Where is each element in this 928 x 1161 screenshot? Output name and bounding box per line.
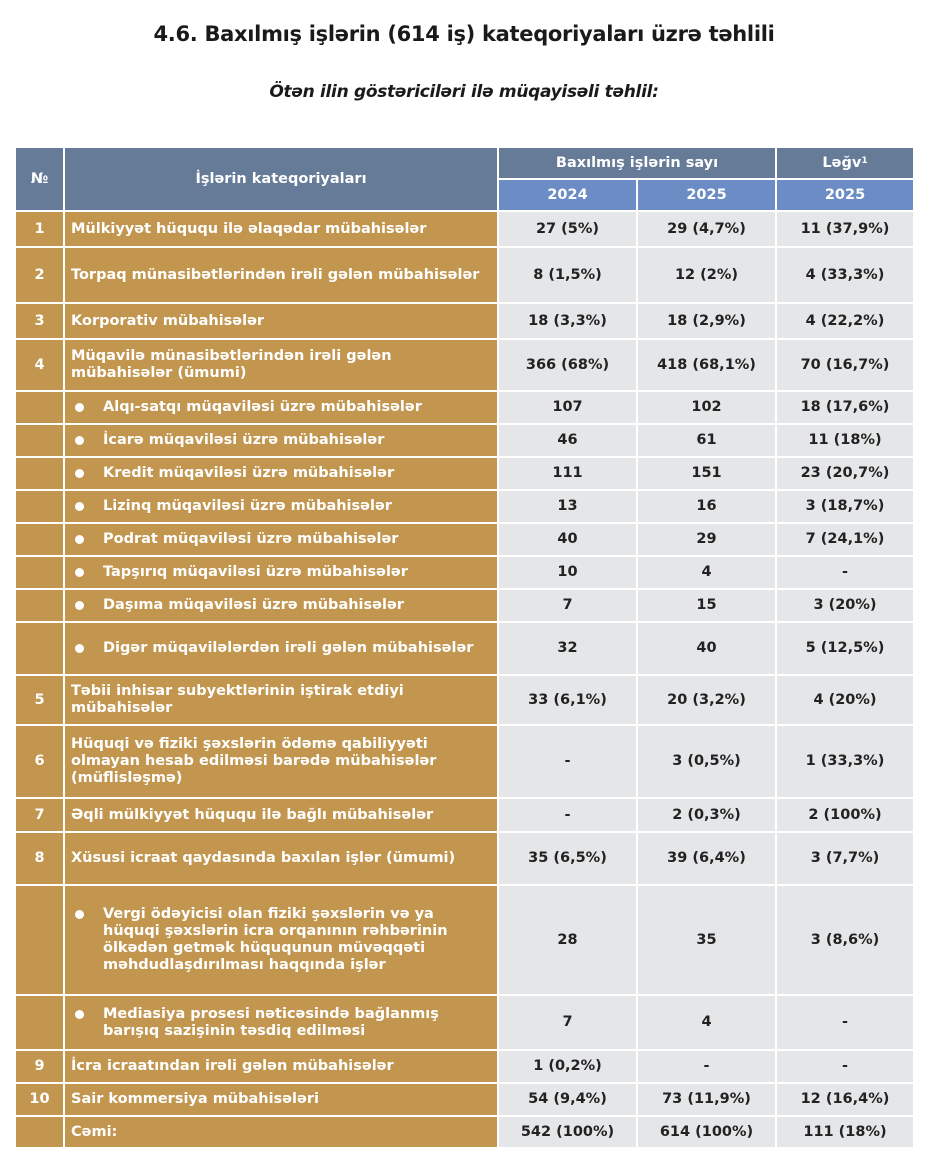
table-row xyxy=(15,424,914,457)
value-2024: 35 (6,5%) xyxy=(498,832,637,885)
value-2024: 40 xyxy=(498,523,637,556)
row-category xyxy=(64,490,498,523)
sub-category-label: İcarə müqaviləsi üzrə mübahisələr xyxy=(103,432,385,448)
row-category: İcra icraatından irəli gələn mübahisələr xyxy=(64,1050,498,1083)
row-number xyxy=(15,1116,64,1148)
value-2024: 18 (3,3%) xyxy=(498,303,637,339)
row-number: 3 xyxy=(15,303,64,339)
table-row xyxy=(15,885,914,995)
value-2024: 54 (9,4%) xyxy=(498,1083,637,1116)
value-cancelled-2025: 4 (22,2%) xyxy=(776,303,914,339)
sub-category-label: Mediasiya prosesi nəticəsində bağlanmış barışıq sazişinin təsdiq edilməsi xyxy=(103,1005,439,1039)
value-2025: 73 (11,9%) xyxy=(637,1083,776,1116)
row-number: 5 xyxy=(15,675,64,725)
value-2024: 28 xyxy=(498,885,637,995)
value-2024: - xyxy=(498,725,637,798)
value-2024: 107 xyxy=(498,391,637,424)
bullet-icon xyxy=(75,601,84,610)
value-2025: 35 xyxy=(637,885,776,995)
row-number xyxy=(15,424,64,457)
sub-item xyxy=(71,465,491,482)
table-row xyxy=(15,995,914,1050)
row-category: Xüsusi icraat qaydasında baxılan işlər (ümumi) xyxy=(64,832,498,885)
row-number: 9 xyxy=(15,1050,64,1083)
value-cancelled-2025: 70 (16,7%) xyxy=(776,339,914,391)
row-category xyxy=(64,457,498,490)
table-row xyxy=(15,339,914,391)
bullet-icon xyxy=(75,568,84,577)
table-row xyxy=(15,523,914,556)
bullet-icon xyxy=(75,469,84,478)
table-row xyxy=(15,1083,914,1116)
value-2025: 61 xyxy=(637,424,776,457)
row-number xyxy=(15,556,64,589)
value-2025: 12 (2%) xyxy=(637,247,776,303)
bullet-icon xyxy=(75,1010,84,1019)
header-cancel-year-2025: 2025 xyxy=(776,179,914,211)
row-category xyxy=(64,589,498,622)
header-number: № xyxy=(15,147,64,211)
value-2025: 29 xyxy=(637,523,776,556)
value-cancelled-2025: 4 (20%) xyxy=(776,675,914,725)
row-number: 8 xyxy=(15,832,64,885)
sub-item xyxy=(71,432,491,449)
bullet-icon xyxy=(75,910,84,919)
value-2025: 40 xyxy=(637,622,776,675)
sub-category-label: Daşıma müqaviləsi üzrə mübahisələr xyxy=(103,597,404,613)
row-number: 4 xyxy=(15,339,64,391)
row-category: Korporativ mübahisələr xyxy=(64,303,498,339)
value-2025: 16 xyxy=(637,490,776,523)
row-category: Təbii inhisar subyektlərinin iştirak etdiyi mübahisələr xyxy=(64,675,498,725)
table-body xyxy=(15,211,914,1148)
value-cancelled-2025: 18 (17,6%) xyxy=(776,391,914,424)
value-2024: 33 (6,1%) xyxy=(498,675,637,725)
bullet-icon xyxy=(75,436,84,445)
row-number: 10 xyxy=(15,1083,64,1116)
row-category: Sair kommersiya mübahisələri xyxy=(64,1083,498,1116)
row-category xyxy=(64,424,498,457)
row-number xyxy=(15,885,64,995)
sub-category-label: Lizinq müqaviləsi üzrə mübahisələr xyxy=(103,498,392,514)
value-2025: 102 xyxy=(637,391,776,424)
value-2024: 366 (68%) xyxy=(498,339,637,391)
value-2024: 7 xyxy=(498,589,637,622)
row-number xyxy=(15,589,64,622)
value-cancelled-2025: - xyxy=(776,995,914,1050)
sub-item xyxy=(71,597,491,614)
value-2025: 18 (2,9%) xyxy=(637,303,776,339)
row-number: 2 xyxy=(15,247,64,303)
value-2024: 13 xyxy=(498,490,637,523)
header-year-2024: 2024 xyxy=(498,179,637,211)
value-cancelled-2025: 4 (33,3%) xyxy=(776,247,914,303)
value-cancelled-2025: - xyxy=(776,1050,914,1083)
value-cancelled-2025: 12 (16,4%) xyxy=(776,1083,914,1116)
sub-item xyxy=(71,640,491,657)
value-2024: 1 (0,2%) xyxy=(498,1050,637,1083)
row-number xyxy=(15,622,64,675)
table-row xyxy=(15,391,914,424)
value-2024: 27 (5%) xyxy=(498,211,637,247)
sub-item xyxy=(71,399,491,416)
value-cancelled-2025: 11 (37,9%) xyxy=(776,211,914,247)
row-category xyxy=(64,556,498,589)
page-subtitle: Ötən ilin göstəriciləri ilə müqayisəli təhlil: xyxy=(269,82,659,102)
bullet-icon xyxy=(75,502,84,511)
row-category: Torpaq münasibətlərindən irəli gələn mübahisələr xyxy=(64,247,498,303)
row-number xyxy=(15,490,64,523)
table-row xyxy=(15,1116,914,1148)
table-row xyxy=(15,247,914,303)
value-2025: 39 (6,4%) xyxy=(637,832,776,885)
sub-item xyxy=(71,1006,491,1040)
value-2025: 15 xyxy=(637,589,776,622)
footnote-marker: 1 xyxy=(861,155,868,166)
table-row xyxy=(15,622,914,675)
sub-item xyxy=(71,564,491,581)
header-reviewed-count: Baxılmış işlərin sayı xyxy=(498,147,776,179)
value-2024: 8 (1,5%) xyxy=(498,247,637,303)
row-number: 7 xyxy=(15,798,64,832)
header-category: İşlərin kateqoriyaları xyxy=(64,147,498,211)
value-cancelled-2025: 7 (24,1%) xyxy=(776,523,914,556)
row-category xyxy=(64,995,498,1050)
value-cancelled-2025: 11 (18%) xyxy=(776,424,914,457)
value-2025: 4 xyxy=(637,995,776,1050)
table-row xyxy=(15,798,914,832)
row-number: 1 xyxy=(15,211,64,247)
sub-category-label: Alqı-satqı müqaviləsi üzrə mübahisələr xyxy=(103,399,422,415)
table-row xyxy=(15,725,914,798)
category-analysis-table xyxy=(14,146,915,1149)
table-row xyxy=(15,303,914,339)
table-row xyxy=(15,490,914,523)
header-cancelled xyxy=(776,147,914,179)
sub-category-label: Kredit müqaviləsi üzrə mübahisələr xyxy=(103,465,395,481)
sub-category-label: Tapşırıq müqaviləsi üzrə mübahisələr xyxy=(103,564,408,580)
row-category: Cəmi: xyxy=(64,1116,498,1148)
row-category: Mülkiyyət hüququ ilə əlaqədar mübahisələr xyxy=(64,211,498,247)
value-2025: 151 xyxy=(637,457,776,490)
page-title: 4.6. Baxılmış işlərin (614 iş) kateqoriyaları üzrə təhlili xyxy=(153,22,775,46)
table-row xyxy=(15,1050,914,1083)
value-2024: 46 xyxy=(498,424,637,457)
value-cancelled-2025: 3 (8,6%) xyxy=(776,885,914,995)
row-category xyxy=(64,885,498,995)
table-row xyxy=(15,832,914,885)
value-2025: 418 (68,1%) xyxy=(637,339,776,391)
value-cancelled-2025: 23 (20,7%) xyxy=(776,457,914,490)
row-category: Əqli mülkiyyət hüququ ilə bağlı mübahisələr xyxy=(64,798,498,832)
value-2025: - xyxy=(637,1050,776,1083)
header-year-2025: 2025 xyxy=(637,179,776,211)
value-2025: 20 (3,2%) xyxy=(637,675,776,725)
bullet-icon xyxy=(75,535,84,544)
bullet-icon xyxy=(75,644,84,653)
row-category xyxy=(64,391,498,424)
value-cancelled-2025: 111 (18%) xyxy=(776,1116,914,1148)
value-2024: 111 xyxy=(498,457,637,490)
sub-item xyxy=(71,531,491,548)
row-number xyxy=(15,391,64,424)
sub-category-label: Podrat müqaviləsi üzrə mübahisələr xyxy=(103,531,399,547)
value-cancelled-2025: 2 (100%) xyxy=(776,798,914,832)
value-cancelled-2025: 5 (12,5%) xyxy=(776,622,914,675)
header-cancelled-label: Ləğv xyxy=(822,154,862,171)
value-cancelled-2025: 3 (7,7%) xyxy=(776,832,914,885)
bullet-icon xyxy=(75,403,84,412)
table-row xyxy=(15,556,914,589)
row-number: 6 xyxy=(15,725,64,798)
value-2024: 7 xyxy=(498,995,637,1050)
value-2025: 4 xyxy=(637,556,776,589)
sub-category-label: Vergi ödəyicisi olan fiziki şəxslərin və ya hüquqi şəxslərin icra orqanının rəhbərinin ölkədən getmək hüququnun müvəqqəti məhdudlaşdırılması haqqında işlər xyxy=(103,906,448,973)
value-2024: 32 xyxy=(498,622,637,675)
table-row xyxy=(15,589,914,622)
value-cancelled-2025: 1 (33,3%) xyxy=(776,725,914,798)
row-number xyxy=(15,995,64,1050)
row-category: Hüquqi və fiziki şəxslərin ödəmə qabiliyyəti olmayan hesab edilməsi barədə mübahisələr (müflisləşmə) xyxy=(64,725,498,798)
value-2024: 542 (100%) xyxy=(498,1116,637,1148)
value-cancelled-2025: - xyxy=(776,556,914,589)
value-cancelled-2025: 3 (18,7%) xyxy=(776,490,914,523)
table-row xyxy=(15,675,914,725)
value-2024: - xyxy=(498,798,637,832)
sub-item xyxy=(71,498,491,515)
value-2025: 2 (0,3%) xyxy=(637,798,776,832)
value-2025: 614 (100%) xyxy=(637,1116,776,1148)
value-2025: 3 (0,5%) xyxy=(637,725,776,798)
row-number xyxy=(15,523,64,556)
value-2024: 10 xyxy=(498,556,637,589)
sub-category-label: Digər müqavilələrdən irəli gələn mübahisələr xyxy=(103,640,474,656)
value-2025: 29 (4,7%) xyxy=(637,211,776,247)
row-category: Müqavilə münasibətlərindən irəli gələn mübahisələr (ümumi) xyxy=(64,339,498,391)
row-category xyxy=(64,523,498,556)
value-cancelled-2025: 3 (20%) xyxy=(776,589,914,622)
row-number xyxy=(15,457,64,490)
sub-item xyxy=(71,906,491,974)
row-category xyxy=(64,622,498,675)
table-row xyxy=(15,211,914,247)
table-row xyxy=(15,457,914,490)
